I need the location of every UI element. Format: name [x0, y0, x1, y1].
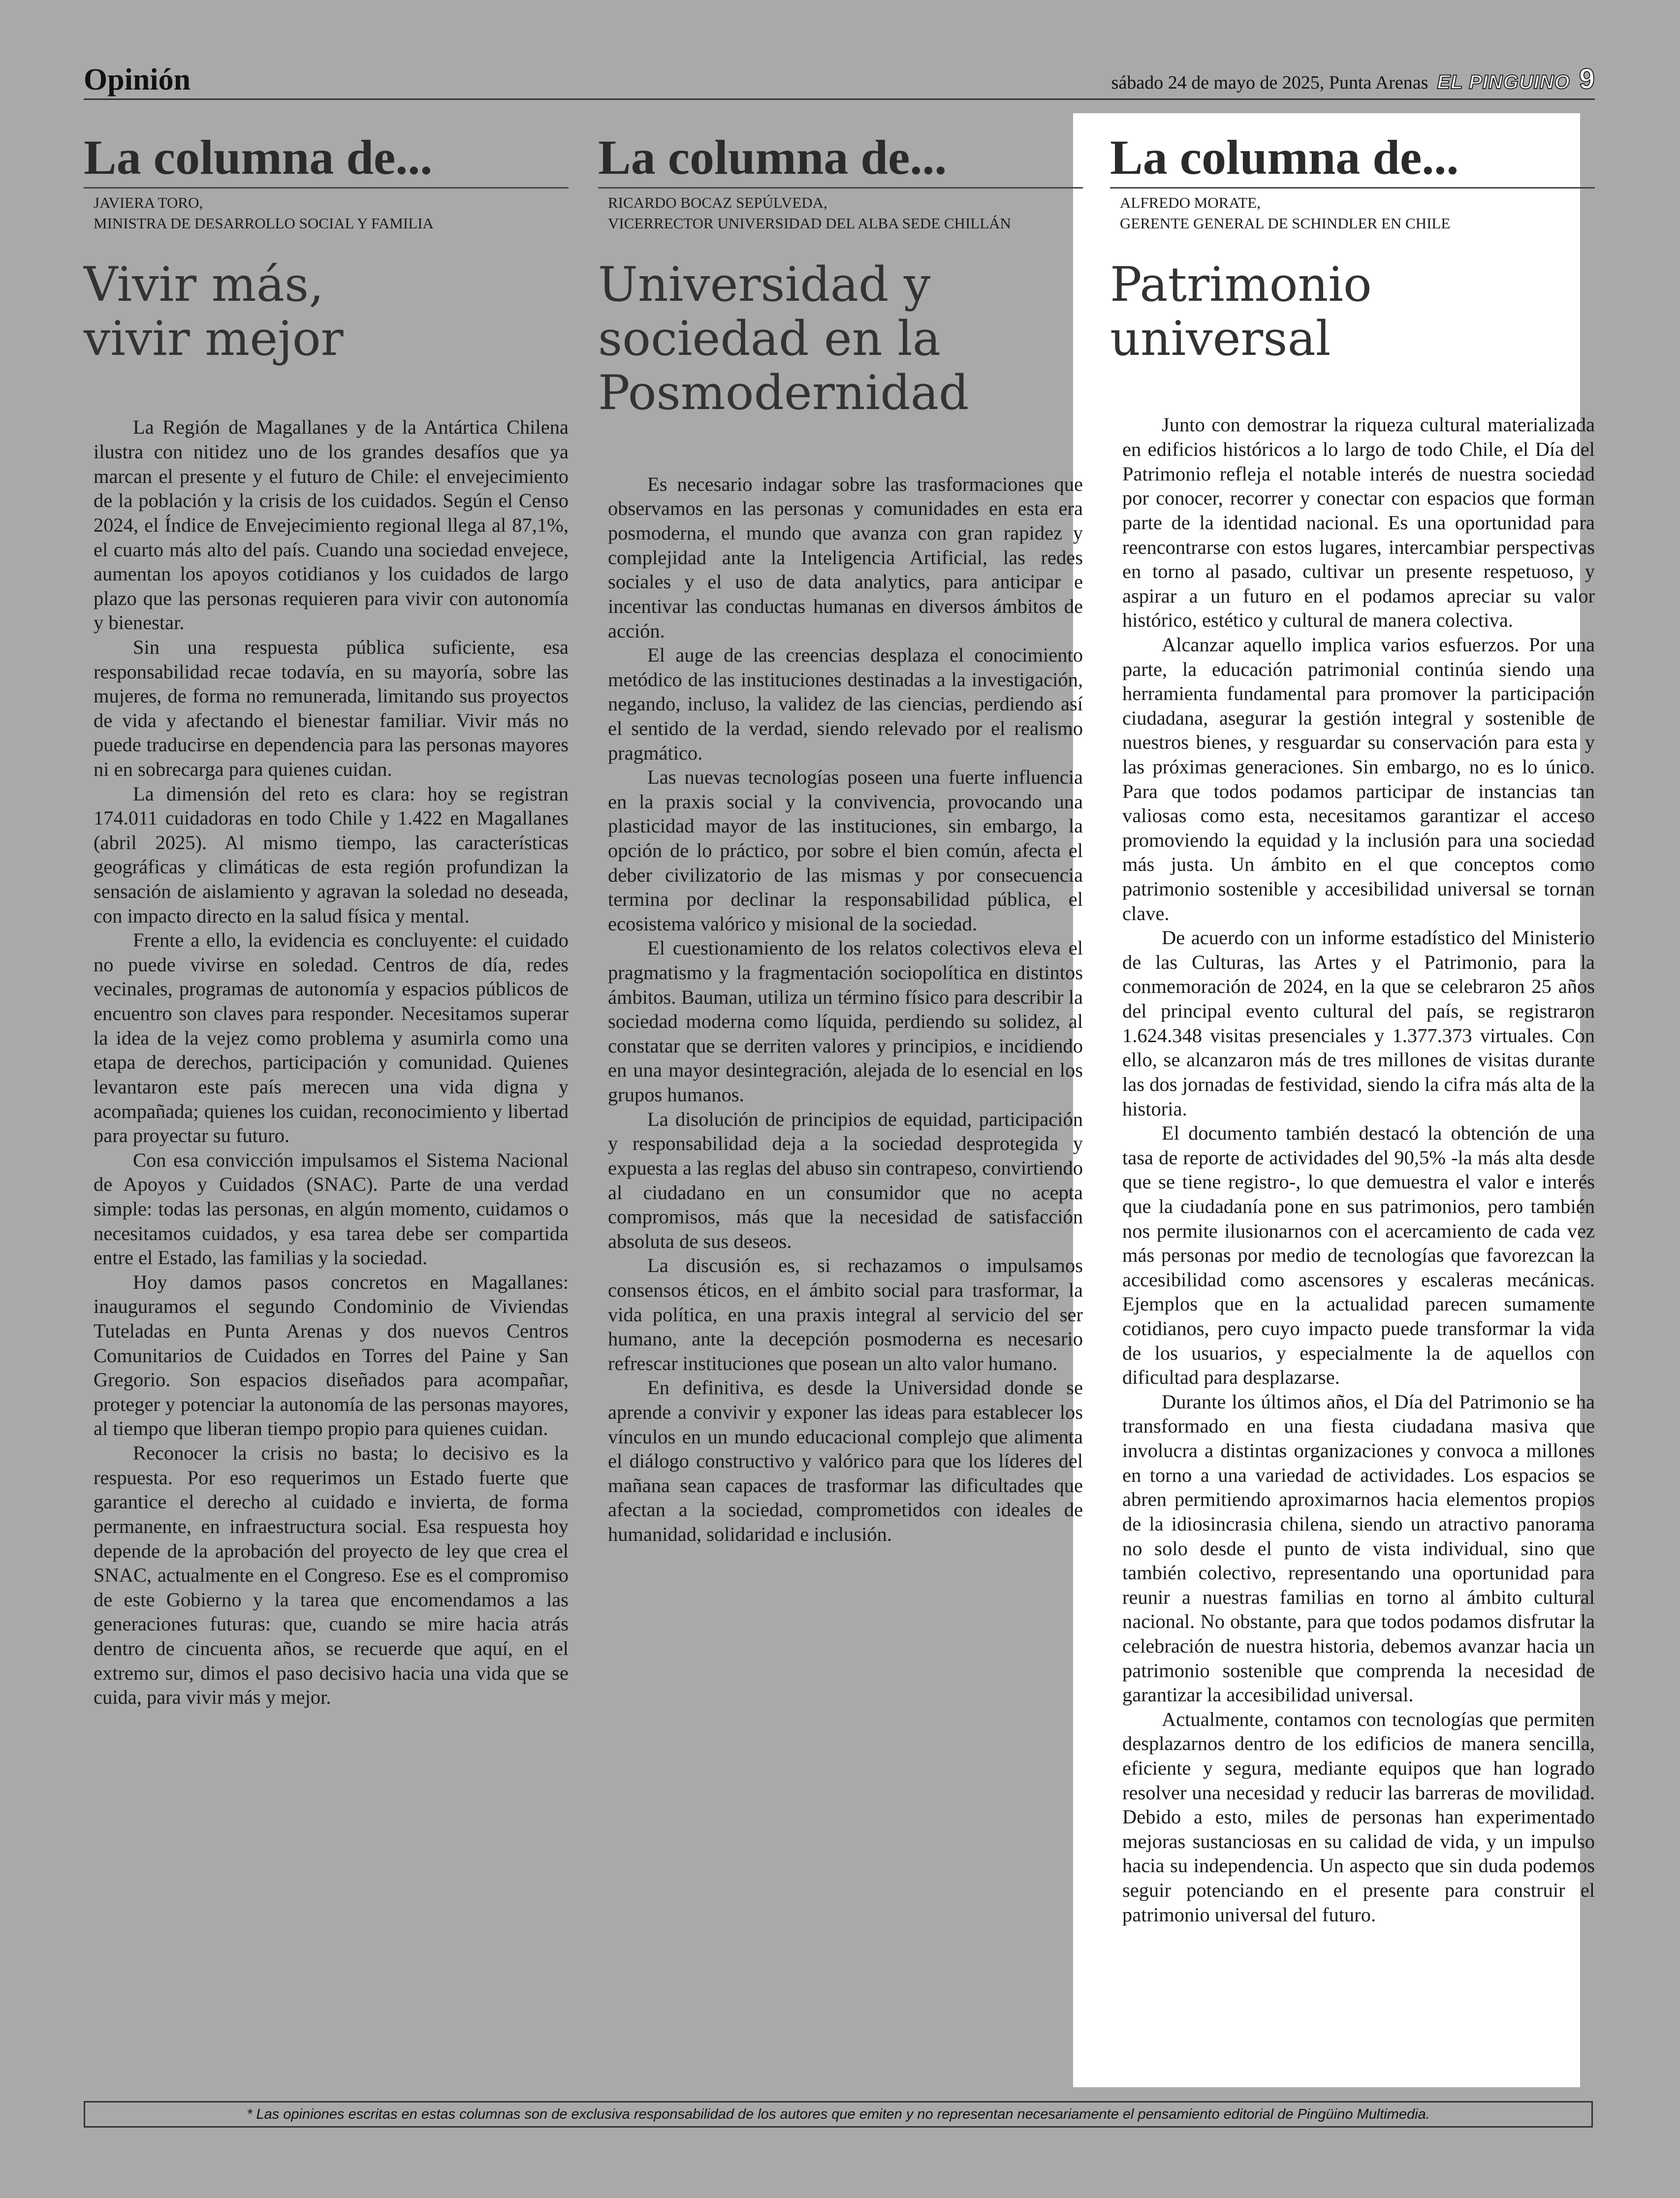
author-name: ALFREDO MORATE, — [1120, 194, 1261, 211]
brand-logo: EL PINGUINO — [1437, 71, 1570, 93]
article-title: Vivir más, vivir mejor — [84, 256, 344, 367]
paragraph: Durante los últimos años, el Día del Patrimonio se ha transformado en una fiesta ciudadana masiva que involucra a distintas organizaciones y convoca a millones en torno a una variedad de actividades. Los espacios se abren permitiendo aproximarnos hacia elementos propios de la idiosincrasia chilena, siendo un atractivo panorama no solo desde el punto de vista individual, sino que también colectivo, representando una oportunidad para reunir a nuestras familias en torno al ámbito cultural nacional. No obstante, para que todos podamos disfrutar la celebración de nuestra historia, debemos avanzar hacia un patrimonio sostenible que comprenda la necesidad de garantizar la accesibilidad universal. — [1122, 1390, 1595, 1706]
author-name: RICARDO BOCAZ SEPÚLVEDA, — [608, 194, 827, 211]
paragraph: La dimensión del reto es clara: hoy se registran 174.011 cuidadoras en todo Chile y 1.422 en Magallanes (abril 2025). Al mismo tiempo, las características geográficas y climáticas de esta región profundizan la sensación de aislamiento y agravan la soledad no deseada, con impacto directo en la salud física y mental. — [94, 782, 569, 927]
paragraph: En definitiva, es desde la Universidad donde se aprende a convivir y exponer las ideas para establecer los vínculos en un mundo educacional complejo que alimenta el diálogo constructivo y valórico para que los líderes del mañana sean capaces de trasformar las dificultades que afectan a la sociedad, comprometidos con ideales de humanidad, solidaridad e inclusión. — [608, 1376, 1083, 1546]
article-body — [94, 415, 569, 1709]
author-byline — [94, 192, 571, 234]
paragraph: Alcanzar aquello implica varios esfuerzos. Por una parte, la educación patrimonial continúa siendo una herramienta fundamental para promover la participación ciudadana, asegurar la gestión integral y sostenible de nuestros bienes, y resguardar su conservación para esta y las próximas generaciones. Sin embargo, no es lo único. Para que todos podamos participar de instancias tan valiosas como esta, necesitamos garantizar el acceso promoviendo la equidad y la inclusión para una sociedad más justa. Un ámbito en el que conceptos como patrimonio sostenible y accesibilidad universal se tornan clave. — [1122, 633, 1595, 924]
column-2 — [598, 113, 1083, 1547]
column-3 — [1110, 113, 1595, 1927]
page-header — [84, 59, 1595, 100]
article-body — [608, 472, 1083, 1547]
paragraph: La disolución de principios de equidad, participación y responsabilidad deja a la sociedad desprotegida y expuesta a las reglas del abuso sin contrapeso, convirtiendo al ciudadano en un consumidor que no acepta compromisos, más que la necesidad de satisfacción absoluta de sus deseos. — [608, 1108, 1083, 1252]
column-kicker: La columna de... — [84, 113, 569, 189]
paragraph: Reconocer la crisis no basta; lo decisivo es la respuesta. Por eso requerimos un Estado fuerte que garantice el derecho al cuidado e invierta, de forma permanente, en infraestructura social. Esa respuesta hoy depende de la aprobación del proyecto de ley que crea el SNAC, actualmente en el Congreso. Ese es el compromiso de este Gobierno y la tarea que encomendamos a las generaciones futuras: que, cuando se mire hacia atrás dentro de cincuenta años, se recuerde que aquí, en el extremo sur, dimos el paso decisivo hacia una vida que se cuida, para vivir más y mejor. — [94, 1442, 569, 1709]
author-role: VICERRECTOR UNIVERSIDAD DEL ALBA SEDE CHILLÁN — [608, 214, 1011, 232]
column-1 — [84, 113, 571, 1710]
paragraph: El auge de las creencias desplaza el conocimiento metódico de las instituciones destinadas a la investigación, negando, incluso, la validez de las ciencias, perdiendo así el sentido de la verdad, siendo relevado por el realismo pragmático. — [608, 644, 1083, 764]
paragraph: Actualmente, contamos con tecnologías que permiten desplazarnos dentro de los edificios de manera sencilla, eficiente y segura, mediante equipos que han logrado resolver una necesidad y reducir las barreras de movilidad. Debido a esto, miles de personas han experimentado mejoras sustanciosas en su calidad de vida, y un impulso hacia su independencia. Un aspecto que sin duda podemos seguir potenciando en el presente para construir el patrimonio universal del futuro. — [1122, 1708, 1595, 1926]
author-role: MINISTRA DE DESARROLLO SOCIAL Y FAMILIA — [94, 214, 434, 232]
page-number: 9 — [1579, 63, 1595, 95]
author-name: JAVIERA TORO, — [94, 194, 203, 211]
paragraph: Junto con demostrar la riqueza cultural materializada en edificios históricos a lo largo de todo Chile, el Día del Patrimonio refleja el notable interés de nuestra sociedad por conocer, recorrer y conectar con espacios que forman parte de la identidad nacional. Es una oportunidad para reencontrarse con estos lugares, intercambiar perspectivas en torno al pasado, cultivar un presente respetuoso, y aspirar a un futuro en el podamos apreciar su valor histórico, estético y cultural de manera colectiva. — [1122, 414, 1595, 632]
date-place: sábado 24 de mayo de 2025, Punta Arenas — [1111, 72, 1428, 93]
author-role: GERENTE GENERAL DE SCHINDLER EN CHILE — [1120, 214, 1451, 232]
paragraph: El documento también destacó la obtención de una tasa de reporte de actividades del 90,5% -la más alta desde que se tiene registro-, lo que demuestra el valor e interés que la ciudadanía pone en sus patrimonios, pero también nos permite ilusionarnos con el acercamiento de cada vez más personas por medio de tecnologías que favorezcan la accesibilidad como ascensores y escaleras mecánicas. Ejemplos que en la actualidad parecen sumamente cotidianos, pero cuyo impacto puede transformar la vida de los usuarios, y especialmente la de aquellos con dificultad para desplazarse. — [1122, 1122, 1595, 1389]
column-kicker: La columna de... — [598, 113, 1083, 189]
article-title: Patrimonio universal — [1110, 256, 1372, 367]
author-byline — [1120, 192, 1595, 234]
disclaimer-box: * Las opiniones escritas en estas columnas son de exclusiva responsabilidad de los autores que emiten y no representan necesariamente el pensamiento editorial de Pingüino Multimedia. — [84, 2101, 1593, 2128]
paragraph: La discusión es, si rechazamos o impulsamos consensos éticos, en el ámbito social para trasformar, la vida política, en una praxis integral al servicio del ser humano, ante la decepción posmoderna es necesario refrescar instituciones que posean un alto valor humano. — [608, 1254, 1083, 1374]
author-byline — [608, 192, 1083, 234]
column-kicker: La columna de... — [1110, 113, 1595, 189]
paragraph: Con esa convicción impulsamos el Sistema Nacional de Apoyos y Cuidados (SNAC). Parte de una verdad simple: todas las personas, en algún momento, cuidamos o necesitamos cuidados, y esa tarea debe ser compartida entre el Estado, las familias y la sociedad. — [94, 1148, 569, 1269]
article-body — [1122, 413, 1595, 1927]
paragraph: Hoy damos pasos concretos en Magallanes: inauguramos el segundo Condominio de Viviendas Tuteladas en Punta Arenas y dos nuevos Centros Comunitarios de Cuidados en Torres del Paine y San Gregorio. Son espacios diseñados para acompañar, proteger y potenciar la autonomía de las personas mayores, al tiempo que liberan tiempo propio para quienes cuidan. — [94, 1271, 569, 1440]
paragraph: Es necesario indagar sobre las trasformaciones que observamos en las personas y comunidades en esta era posmoderna, el mundo que avanza con gran rapidez y complejidad ante la Inteligencia Artificial, las redes sociales y el uso de data analytics, para anticipar e incentivar las conductas humanas en diversos ámbitos de acción. — [608, 473, 1083, 642]
paragraph: Las nuevas tecnologías poseen una fuerte influencia en la praxis social y la convivencia, provocando una plasticidad mayor de las instituciones, sin embargo, la opción de lo práctico, por sobre el bien común, afecta el deber civilizatorio de las mismas y por consecuencia termina por declinar la responsabilidad pública, el ecosistema valórico y misional de la sociedad. — [608, 766, 1083, 935]
paragraph: El cuestionamiento de los relatos colectivos eleva el pragmatismo y la fragmentación sociopolítica en distintos ámbitos. Bauman, utiliza un término físico para describir la sociedad moderna como líquida, perdiendo su solidez, al constatar que se derriten valores y principios, e incidiendo en una mayor desintegración, alejada de lo esencial en los grupos humanos. — [608, 937, 1083, 1106]
article-title: Universidad y sociedad en la Posmodernidad — [598, 256, 969, 421]
paragraph: Frente a ello, la evidencia es concluyente: el cuidado no puede vivirse en soledad. Centros de día, redes vecinales, programas de autonomía y espacios públicos de encuentro son claves para responder. Necesitamos superar la idea de la vejez como problema y asumirla como una etapa de derechos, participación y comunidad. Quienes levantaron este país merecen una vida digna y acompañada; quienes los cuidan, reconocimiento y libertad para proyectar su futuro. — [94, 929, 569, 1147]
paragraph: La Región de Magallanes y de la Antártica Chilena ilustra con nitidez uno de los grandes desafíos que ya marcan el presente y el futuro de Chile: el envejecimiento de la población y la crisis de los cuidados. Según el Censo 2024, el Índice de Envejecimiento regional llega al 87,1%, el cuarto más alto del país. Cuando una sociedad envejece, aumentan los apoyos cotidianos y los cuidados de largo plazo que las personas requieren para vivir con autonomía y bienestar. — [94, 416, 569, 634]
header-right — [1111, 63, 1595, 96]
paragraph: De acuerdo con un informe estadístico del Ministerio de las Culturas, las Artes y el Patrimonio, para la conmemoración de 2024, en la que se celebraron 25 años del principal evento cultural del país, se registraron 1.624.348 visitas presenciales y 1.377.373 virtuales. Con ello, se alcanzaron más de tres millones de visitas durante las dos jornadas de festividad, siendo la cifra más alta de la historia. — [1122, 926, 1595, 1120]
paragraph: Sin una respuesta pública suficiente, esa responsabilidad recae todavía, en su mayoría, sobre las mujeres, de forma no remunerada, limitando sus proyectos de vida y afectando el bienestar familiar. Vivir más no puede traducirse en dependencia para las personas mayores ni en sobrecarga para quienes cuidan. — [94, 636, 569, 780]
section-label: Opinión — [84, 63, 191, 96]
